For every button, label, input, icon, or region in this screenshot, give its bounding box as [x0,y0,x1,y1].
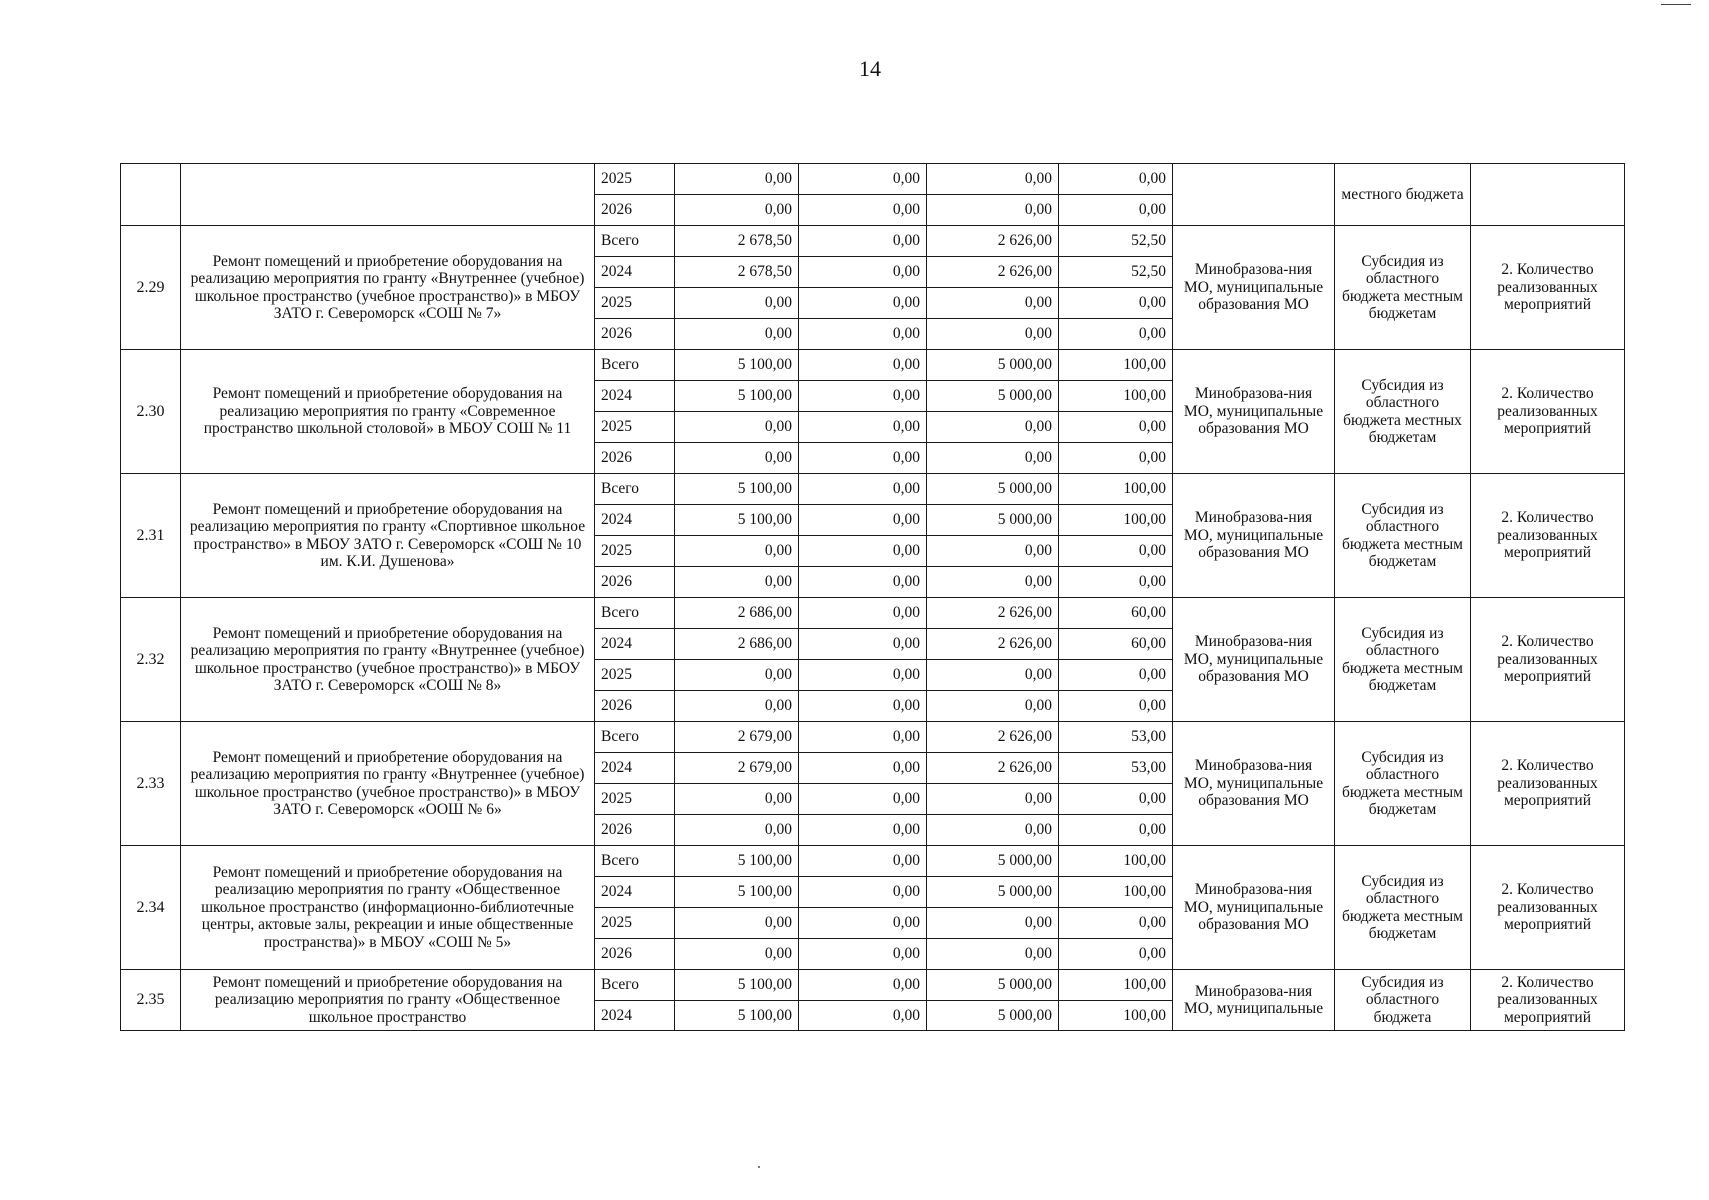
local-amount-cell: 0,00 [1059,660,1173,691]
executor-cell: Минобразова-ния МО, муниципальные образования МО [1173,474,1335,598]
regional-amount-cell: 5 000,00 [927,474,1059,505]
indicator-cell: 2. Количество реализованных мероприятий [1471,350,1625,474]
regional-amount-cell: 0,00 [927,164,1059,195]
year-cell: 2026 [595,319,675,350]
executor-cell: Минобразова-ния МО, муниципальные образования МО [1173,846,1335,970]
budget-table [120,163,1625,1031]
regional-amount-cell: 0,00 [927,288,1059,319]
local-amount-cell: 100,00 [1059,970,1173,1001]
table-row [121,722,1625,753]
item-number-cell: 2.32 [121,598,181,722]
indicator-cell: 2. Количество реализованных мероприятий [1471,846,1625,970]
executor-cell: Минобразова-ния МО, муниципальные образования МО [1173,598,1335,722]
indicator-cell: 2. Количество реализованных мероприятий [1471,970,1625,1031]
total-amount-cell: 2 686,00 [675,598,799,629]
table-row [121,474,1625,505]
federal-amount-cell: 0,00 [799,567,927,598]
local-amount-cell: 60,00 [1059,598,1173,629]
year-cell: 2025 [595,784,675,815]
indicator-cell: 2. Количество реализованных мероприятий [1471,598,1625,722]
total-amount-cell: 0,00 [675,443,799,474]
federal-amount-cell: 0,00 [799,505,927,536]
description-cell: Ремонт помещений и приобретение оборудования на реализацию мероприятия по гранту «Внутреннее (учебное) школьное пространство (учебное пространство)» в МБОУ ЗАТО г. Североморск «ООШ № 6» [181,722,595,846]
total-amount-cell: 5 100,00 [675,1001,799,1031]
year-cell: Всего [595,226,675,257]
federal-amount-cell: 0,00 [799,939,927,970]
local-amount-cell: 0,00 [1059,288,1173,319]
year-cell: 2026 [595,567,675,598]
year-cell: 2026 [595,691,675,722]
federal-amount-cell: 0,00 [799,691,927,722]
total-amount-cell: 2 678,50 [675,257,799,288]
local-amount-cell: 100,00 [1059,846,1173,877]
federal-amount-cell: 0,00 [799,815,927,846]
year-cell: Всего [595,474,675,505]
total-amount-cell: 0,00 [675,319,799,350]
federal-amount-cell: 0,00 [799,1001,927,1031]
description-cell: Ремонт помещений и приобретение оборудования на реализацию мероприятия по гранту «Современное пространство школьной столовой» в МБОУ СОШ № 11 [181,350,595,474]
federal-amount-cell: 0,00 [799,877,927,908]
federal-amount-cell: 0,00 [799,722,927,753]
local-amount-cell: 0,00 [1059,939,1173,970]
description-cell: Ремонт помещений и приобретение оборудования на реализацию мероприятия по гранту «Внутреннее (учебное) школьное пространство (учебное пространство)» в МБОУ ЗАТО г. Североморск «СОШ № 7» [181,226,595,350]
federal-amount-cell: 0,00 [799,443,927,474]
regional-amount-cell: 5 000,00 [927,505,1059,536]
funding-source-cell: Субсидия из областного бюджета местным бюджетам [1335,598,1471,722]
local-amount-cell: 53,00 [1059,753,1173,784]
total-amount-cell: 0,00 [675,567,799,598]
year-cell: Всего [595,598,675,629]
regional-amount-cell: 0,00 [927,195,1059,226]
executor-cell: Минобразова-ния МО, муниципальные образования МО [1173,722,1335,846]
local-amount-cell: 52,50 [1059,226,1173,257]
total-amount-cell: 0,00 [675,784,799,815]
federal-amount-cell: 0,00 [799,536,927,567]
federal-amount-cell: 0,00 [799,288,927,319]
local-amount-cell: 100,00 [1059,1001,1173,1031]
item-number-cell: 2.31 [121,474,181,598]
table-row [121,970,1625,1001]
local-amount-cell: 53,00 [1059,722,1173,753]
year-cell: Всего [595,846,675,877]
regional-amount-cell: 5 000,00 [927,381,1059,412]
federal-amount-cell: 0,00 [799,195,927,226]
year-cell: 2025 [595,412,675,443]
table-row [121,350,1625,381]
federal-amount-cell: 0,00 [799,846,927,877]
year-cell: 2025 [595,908,675,939]
description-cell [181,164,595,226]
funding-source-cell: Субсидия из областного бюджета местным бюджетам [1335,722,1471,846]
regional-amount-cell: 5 000,00 [927,1001,1059,1031]
total-amount-cell: 5 100,00 [675,474,799,505]
federal-amount-cell: 0,00 [799,381,927,412]
item-number-cell: 2.30 [121,350,181,474]
federal-amount-cell: 0,00 [799,660,927,691]
total-amount-cell: 5 100,00 [675,970,799,1001]
item-number-cell: 2.33 [121,722,181,846]
description-cell: Ремонт помещений и приобретение оборудования на реализацию мероприятия по гранту «Общественное школьное пространство [181,970,595,1031]
regional-amount-cell: 0,00 [927,567,1059,598]
regional-amount-cell: 2 626,00 [927,257,1059,288]
description-cell: Ремонт помещений и приобретение оборудования на реализацию мероприятия по гранту «Внутреннее (учебное) школьное пространство (учебное пространство)» в МБОУ ЗАТО г. Североморск «СОШ № 8» [181,598,595,722]
year-cell: 2026 [595,443,675,474]
local-amount-cell: 100,00 [1059,350,1173,381]
funding-source-cell: Субсидия из областного бюджета [1335,970,1471,1031]
local-amount-cell: 100,00 [1059,381,1173,412]
local-amount-cell: 100,00 [1059,877,1173,908]
year-cell: 2024 [595,629,675,660]
total-amount-cell: 0,00 [675,691,799,722]
federal-amount-cell: 0,00 [799,412,927,443]
description-cell: Ремонт помещений и приобретение оборудования на реализацию мероприятия по гранту «Общественное школьное пространство (информационно-библиотечные центры, актовые залы, рекреации и иные общественные пространства)» в МБОУ «СОШ № 5» [181,846,595,970]
year-cell: Всего [595,722,675,753]
local-amount-cell: 0,00 [1059,784,1173,815]
regional-amount-cell: 0,00 [927,319,1059,350]
regional-amount-cell: 2 626,00 [927,598,1059,629]
federal-amount-cell: 0,00 [799,629,927,660]
total-amount-cell: 0,00 [675,815,799,846]
local-amount-cell: 0,00 [1059,908,1173,939]
year-cell: 2026 [595,815,675,846]
total-amount-cell: 0,00 [675,939,799,970]
executor-cell: Минобразова-ния МО, муниципальные образования МО [1173,350,1335,474]
total-amount-cell: 2 686,00 [675,629,799,660]
year-cell: 2024 [595,257,675,288]
year-cell: 2024 [595,1001,675,1031]
table-row [121,846,1625,877]
footer-dot [758,1166,760,1168]
year-cell: 2025 [595,660,675,691]
indicator-cell: 2. Количество реализованных мероприятий [1471,474,1625,598]
regional-amount-cell: 2 626,00 [927,722,1059,753]
regional-amount-cell: 0,00 [927,412,1059,443]
local-amount-cell: 52,50 [1059,257,1173,288]
total-amount-cell: 0,00 [675,908,799,939]
federal-amount-cell: 0,00 [799,319,927,350]
funding-source-cell: местного бюджета [1335,164,1471,226]
regional-amount-cell: 5 000,00 [927,846,1059,877]
executor-cell: Минобразова-ния МО, муниципальные [1173,970,1335,1031]
year-cell: 2025 [595,164,675,195]
federal-amount-cell: 0,00 [799,598,927,629]
year-cell: 2025 [595,288,675,319]
total-amount-cell: 2 678,50 [675,226,799,257]
indicator-cell: 2. Количество реализованных мероприятий [1471,722,1625,846]
funding-source-cell: Субсидия из областного бюджета местных бюджетам [1335,350,1471,474]
year-cell: 2026 [595,195,675,226]
description-cell: Ремонт помещений и приобретение оборудования на реализацию мероприятия по гранту «Спортивное школьное пространство» в МБОУ ЗАТО г. Североморск «СОШ № 10 им. К.И. Душенова» [181,474,595,598]
table-body [121,164,1625,1031]
total-amount-cell: 0,00 [675,164,799,195]
total-amount-cell: 0,00 [675,536,799,567]
top-edge-mark [1661,4,1691,5]
year-cell: Всего [595,970,675,1001]
federal-amount-cell: 0,00 [799,970,927,1001]
federal-amount-cell: 0,00 [799,257,927,288]
item-number-cell [121,164,181,226]
year-cell: 2024 [595,753,675,784]
regional-amount-cell: 2 626,00 [927,226,1059,257]
year-cell: 2024 [595,877,675,908]
total-amount-cell: 5 100,00 [675,350,799,381]
federal-amount-cell: 0,00 [799,908,927,939]
table-row [121,598,1625,629]
total-amount-cell: 2 679,00 [675,753,799,784]
item-number-cell: 2.34 [121,846,181,970]
indicator-cell [1471,164,1625,226]
item-number-cell: 2.29 [121,226,181,350]
total-amount-cell: 0,00 [675,412,799,443]
federal-amount-cell: 0,00 [799,474,927,505]
page-number: 14 [859,56,881,81]
regional-amount-cell: 5 000,00 [927,970,1059,1001]
regional-amount-cell: 0,00 [927,784,1059,815]
regional-amount-cell: 0,00 [927,939,1059,970]
year-cell: Всего [595,350,675,381]
local-amount-cell: 60,00 [1059,629,1173,660]
local-amount-cell: 0,00 [1059,443,1173,474]
total-amount-cell: 0,00 [675,660,799,691]
item-number-cell: 2.35 [121,970,181,1031]
continuation-row [121,164,1625,195]
regional-amount-cell: 0,00 [927,660,1059,691]
regional-amount-cell: 0,00 [927,815,1059,846]
federal-amount-cell: 0,00 [799,226,927,257]
federal-amount-cell: 0,00 [799,164,927,195]
year-cell: 2026 [595,939,675,970]
year-cell: 2024 [595,381,675,412]
federal-amount-cell: 0,00 [799,784,927,815]
local-amount-cell: 0,00 [1059,164,1173,195]
total-amount-cell: 2 679,00 [675,722,799,753]
local-amount-cell: 0,00 [1059,536,1173,567]
federal-amount-cell: 0,00 [799,350,927,381]
regional-amount-cell: 2 626,00 [927,629,1059,660]
total-amount-cell: 0,00 [675,288,799,319]
total-amount-cell: 5 100,00 [675,846,799,877]
local-amount-cell: 0,00 [1059,691,1173,722]
indicator-cell: 2. Количество реализованных мероприятий [1471,226,1625,350]
executor-cell: Минобразова-ния МО, муниципальные образования МО [1173,226,1335,350]
funding-source-cell: Субсидия из областного бюджета местным бюджетам [1335,474,1471,598]
regional-amount-cell: 5 000,00 [927,350,1059,381]
regional-amount-cell: 0,00 [927,908,1059,939]
year-cell: 2025 [595,536,675,567]
total-amount-cell: 5 100,00 [675,505,799,536]
federal-amount-cell: 0,00 [799,753,927,784]
local-amount-cell: 0,00 [1059,195,1173,226]
regional-amount-cell: 0,00 [927,536,1059,567]
local-amount-cell: 100,00 [1059,474,1173,505]
table-row [121,226,1625,257]
funding-source-cell: Субсидия из областного бюджета местным бюджетам [1335,846,1471,970]
regional-amount-cell: 0,00 [927,443,1059,474]
year-cell: 2024 [595,505,675,536]
total-amount-cell: 5 100,00 [675,877,799,908]
local-amount-cell: 0,00 [1059,319,1173,350]
local-amount-cell: 0,00 [1059,567,1173,598]
local-amount-cell: 100,00 [1059,505,1173,536]
executor-cell [1173,164,1335,226]
regional-amount-cell: 2 626,00 [927,753,1059,784]
funding-source-cell: Субсидия из областного бюджета местным бюджетам [1335,226,1471,350]
regional-amount-cell: 5 000,00 [927,877,1059,908]
local-amount-cell: 0,00 [1059,815,1173,846]
local-amount-cell: 0,00 [1059,412,1173,443]
total-amount-cell: 0,00 [675,195,799,226]
regional-amount-cell: 0,00 [927,691,1059,722]
total-amount-cell: 5 100,00 [675,381,799,412]
